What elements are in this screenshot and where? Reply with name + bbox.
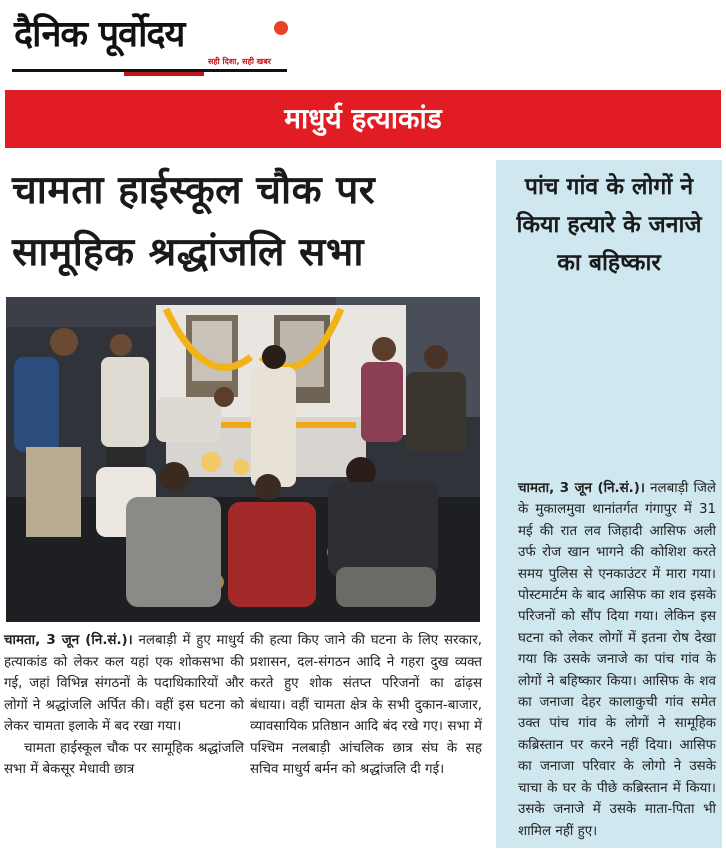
- topic-banner-text: माधुर्य हत्याकांड: [284, 102, 442, 135]
- article-dateline: चामता, 3 जून (नि.सं.)।: [4, 633, 133, 648]
- logo-dot-icon: [274, 21, 288, 35]
- headline-line-1: चामता हाईस्कूल चौक पर: [12, 168, 376, 213]
- sidebar-story: [496, 160, 722, 848]
- news-photo: [6, 297, 480, 622]
- sidebar-body-text: नलबाड़ी जिले के मुकालमुवा थानांतर्गत गंगापुर में 31 मई की रात लव जिहादी आसिफ अली उर्फ रोज खान भागने की कोशिश करते समय पुलिस से एनकाउंटर में मारा गया। पोस्टमार्टम के बाद आसिफ का शव इसके परिजनों को सौंप दिया गया। लेकिन इस घटना को लेकर लोगों में इतना रोष देखा गया कि उसके जनाजे का पांच गांव के लोगों ने बहिष्कार किया। आसिफ के शव का जनाजा देहर कालाकुची गांव समेत उक्त पांच गांव के लोगों ने सामूहिक कब्रिस्तान पर करने नहीं दिया। आसिफ का जनाजा परिवार के लोगो ने उसके चाचा के घर के पीछे कब्रिस्तान में किया। उसके जनाजे में उसके माता-पिता भी शामिल नहीं हुए।: [518, 481, 716, 839]
- newspaper-tagline: सही दिशा, सही खबर: [208, 57, 272, 66]
- masthead-red-strip: [124, 72, 204, 76]
- article-paragraph-3: की हत्या किए जाने की घटना के लिए सरकार, प्रशासन, दल-संगठन आदि ने गहरा दुख व्यक्त करते हुए शोक संतप्त परिजनों का ढांढ़स बंधाया। वहीं चामता क्षेत्र के सभी दुकान-बाजार, व्यावसायिक प्रतिष्ठान आदि बंद रखे गए। सभा में पश्चिम नलबाड़ी आंचलिक छात्र संघ के सह सचिव माधुर्य बर्मन को श्रद्धांजलि दी गई।: [250, 633, 482, 777]
- newspaper-logo: दैनिक पूर्वोदय: [14, 14, 185, 55]
- headline-line-2: सामूहिक श्रद्धांजलि सभा: [12, 230, 364, 275]
- main-headline: [12, 160, 490, 284]
- tribute-scene-image: [6, 297, 480, 622]
- masthead: [12, 8, 287, 72]
- sidebar-body: [518, 478, 716, 842]
- article-paragraph-2: चामता हाईस्कूल चौक पर सामूहिक श्रद्धांजलि सभा में बेकसूर मेधावी छात्र: [4, 740, 244, 777]
- article-column-middle: [250, 630, 482, 781]
- sidebar-headline: पांच गांव के लोगों ने किया हत्यारे के जनाजे का बहिष्कार: [516, 174, 702, 276]
- article-paragraph-1: [4, 630, 244, 738]
- topic-banner: [5, 90, 721, 148]
- article-column-left: [4, 630, 244, 781]
- article-paragraph-1-text: नलबाड़ी में हुए माधुर्य हत्याकांड को लेकर कल यहां एक शोकसभा की गई, जहां विभिन्न संगठनों के पदाधिकारियों और लोगों ने श्रद्धांजलि अर्पित की। वहीं इस घटना को लेकर चामता इलाके में बद रखा गया।: [4, 633, 244, 734]
- sidebar-dateline: चामता, 3 जून (नि.सं.)।: [518, 481, 645, 496]
